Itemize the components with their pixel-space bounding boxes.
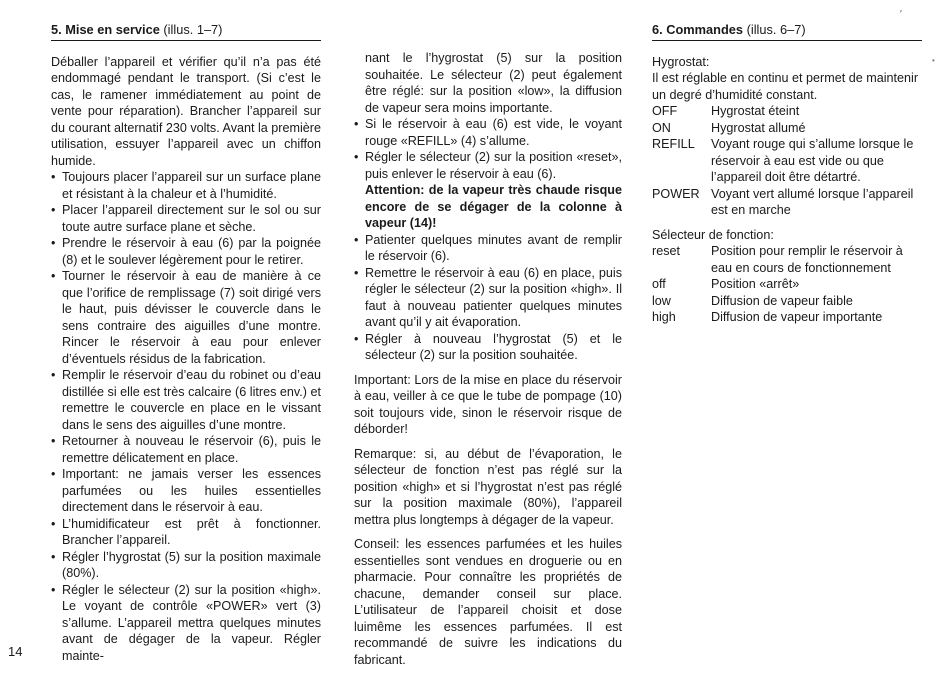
definition-row [652,309,922,326]
definition-text: Hygrostat éteint [711,104,800,118]
section-5-title: 5. Mise en service [51,22,160,37]
hygrostat-definitions [652,103,922,219]
section-5-figure-ref: (illus. 1–7) [163,22,223,37]
section-6-title: 6. Commandes [652,22,744,37]
definition-term: reset [652,244,680,258]
list-item: • Tourner le réservoir à eau de manière à ce que l’orifice de remplissage (7) soit dirigé vers le haut, puis dévisser le couvercle dans le sens contraire des aiguilles d’une montre. Rincer le réservoir à eau pour enlever d’éventuels résidus de la fabrication. [51,268,321,367]
column-3 [652,22,924,326]
advice-note: Conseil: les essences parfumées et les huiles essentielles sont vendues en droguerie ou en pharmacie. Pour connaître les propriétés de chacune, demander conseil sur place. L’utilisateur de l’appareil choisit et dose luimême les essences parfumées. Il est recommandé de suivre les indications du fabricant. [354,537,622,667]
definition-row [652,136,922,186]
definition-text: Voyant vert allumé lorsque l’appareil est en marche [711,186,914,217]
list-item: • Placer l’appareil directement sur le sol ou sur toute autre surface plane et sèche. [51,202,321,235]
definition-text: Position «arrêt» [711,277,800,291]
list-item: • Remplir le réservoir d’eau du robinet ou d’eau distillée si elle est très calcaire (6 litres env.) et remettre le couvercle en place en le vissant dans le sens des aiguilles d’une montre. [51,367,321,433]
page-number: 14 [8,644,23,659]
definition-text: Hygrostat allumé [711,120,806,135]
list-item: • Remettre le réservoir à eau (6) en place, puis régler le sélecteur (2) sur la position «high». Il faut à nouveau patienter quelques minutes avant qu’il y ait évaporation. [354,265,622,331]
section-5-steps-list [51,169,321,664]
hygrostat-label: Hygrostat: [652,54,710,69]
section-5-heading [51,22,321,41]
important-note: Important: Lors de la mise en place du réservoir à eau, veiller à ce que le tube de pompage (10) soit toujours vide, sinon le réservoir risque de déborder! [354,372,622,436]
definition-row [652,276,922,293]
section-5-refill-list [354,116,622,182]
section-5-refill-list-2 [354,232,622,364]
definition-text: Voyant rouge qui s’allume lorsque le réservoir à eau est vide ou que l’appareil doit être détartré. [711,137,914,184]
list-item: • Si le réservoir à eau (6) est vide, le voyant rouge «REFILL» (4) s’allume. [354,116,622,149]
definition-row [652,103,922,120]
section-5-intro: Déballer l’appareil et vérifier qu’il n’a pas été endommagé pendant le transport. (Si c’est le cas, le ramener immédiatement au point de vente pour réparation). Brancher l’appareil sur du courant alternatif 230 volts. Avant la première utilisation, essuyer l’appareil avec un chiffon humide. [51,54,321,168]
list-item: • Régler le sélecteur (2) sur la position «reset», puis enlever le réservoir à eau (6). [354,149,622,182]
definition-text: Diffusion de vapeur faible [711,293,853,308]
definition-term: ON [652,120,671,135]
list-item: • Prendre le réservoir à eau (6) par la poignée (8) et le soulever légèrement pour le retirer. [51,235,321,268]
definition-row [652,120,922,137]
definition-term: OFF [652,104,678,118]
definition-term: POWER [652,186,700,201]
remark-note: Remarque: si, au début de l’évaporation, le sélecteur de fonction n’est pas réglé sur la position «high» et si l’hygrostat n’est pas réglé sur la position maximale (80%), l’appareil mettra plus longtemps à dégager de la vapeur. [354,446,622,527]
list-item: • L’humidificateur est prêt à fonctionner. Brancher l’appareil. [51,516,321,549]
definition-row [652,186,922,219]
steam-warning: Attention: de la vapeur très chaude risque encore de se dégager de la colonne à vapeur (14)! [365,183,622,230]
list-item: • Important: ne jamais verser les essences parfumées ou les huiles essentielles directement dans le réservoir à eau. [51,466,321,516]
definition-term: off [652,277,666,291]
list-item: • Retourner à nouveau le réservoir (6), puis le remettre délicatement en place. [51,433,321,466]
section-5-continuation: nant le l’hygrostat (5) sur la position souhaitée. Le sélecteur (2) peut également être réglé: sur la position «low», la diffusion de vapeur sera moins importante. [365,51,622,115]
definition-term: REFILL [652,137,695,151]
list-item: • Régler l’hygrostat (5) sur la position maximale (80%). [51,549,321,582]
list-item: • Régler le sélecteur (2) sur la position «high». Le voyant de contrôle «POWER» vert (3) s’allume. L’appareil mettra quelques minutes avant de dégager de la vapeur. Régler mainte- [51,582,321,665]
definition-term: low [652,293,671,308]
section-6-figure-ref: (illus. 6–7) [746,22,806,37]
definition-text: Position pour remplir le réservoir à eau en cours de fonctionnement [711,244,903,275]
list-item: • Patienter quelques minutes avant de remplir le réservoir (6). [354,232,622,265]
list-item: • Régler à nouveau l’hygrostat (5) et le sélecteur (2) sur la position souhaitée. [354,331,622,364]
definition-term: high [652,310,676,324]
definition-text: Diffusion de vapeur importante [711,310,883,324]
section-6-heading [652,22,922,41]
scan-speck: • [932,56,935,65]
column-2 [354,50,622,668]
column-1 [51,22,321,664]
scan-speck: ′ [900,9,902,20]
selector-label: Sélecteur de fonction: [652,227,774,242]
definition-row [652,293,922,310]
selector-definitions [652,243,922,326]
list-item: • Toujours placer l’appareil sur un surface plane et résistant à la chaleur et à l’humidité. [51,169,321,202]
definition-row [652,243,922,276]
hygrostat-description: Il est réglable en continu et permet de maintenir un degré d’humidité constant. [652,71,919,102]
